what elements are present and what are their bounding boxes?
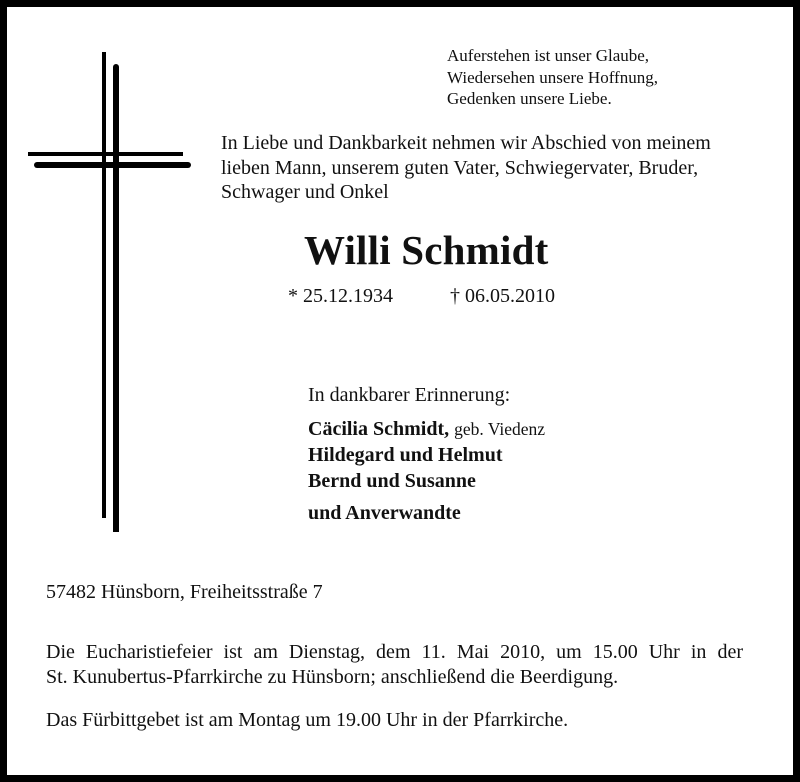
mourner-widow — [308, 416, 545, 442]
prayer-service-info: Das Fürbittgebet ist am Montag um 19.00 Uhr in der Pfarrkirche. — [46, 709, 569, 731]
cross-vertical-thick — [113, 64, 119, 532]
poem-line: Auferstehen ist unser Glaube, — [447, 46, 650, 65]
mourner-relatives: und Anverwandte — [308, 502, 461, 524]
poem-verse — [447, 45, 658, 110]
widow-name: Cäcilia Schmidt, — [308, 418, 450, 440]
cross-vertical-thin — [102, 52, 106, 518]
service-line: St. Kunubertus-Pfarrkirche zu Hünsborn; anschließend die Beerdigung. — [46, 665, 619, 688]
intro-line: Schwager und Onkel — [221, 181, 389, 203]
deceased-name: Willi Schmidt — [304, 227, 549, 273]
cross-horizontal-thin — [28, 152, 183, 156]
birth-date: * 25.12.1934 — [288, 285, 393, 307]
mourners-list — [308, 416, 545, 526]
death-date: † 06.05.2010 — [450, 285, 555, 307]
widow-nee: geb. Viedenz — [454, 419, 546, 439]
family-address: 57482 Hünsborn, Freiheitsstraße 7 — [46, 581, 323, 603]
cross-horizontal-thick — [34, 162, 191, 168]
mourner-family: Bernd und Susanne — [308, 470, 476, 492]
funeral-service-info — [46, 640, 743, 689]
poem-line: Gedenken unsere Liebe. — [447, 89, 612, 108]
mourner-family: Hildegard und Helmut — [308, 444, 503, 466]
poem-line: Wiedersehen unsere Hoffnung, — [447, 67, 658, 87]
intro-line: lieben Mann, unserem guten Vater, Schwiegervater, Bruder, — [221, 156, 699, 179]
mourners-label: In dankbarer Erinnerung: — [308, 384, 511, 406]
service-line: Die Eucharistiefeier ist am Dienstag, dem 11. Mai 2010, um 15.00 Uhr in der — [46, 641, 743, 663]
intro-line: In Liebe und Dankbarkeit nehmen wir Abschied von meinem — [221, 132, 711, 154]
farewell-intro — [221, 131, 711, 205]
